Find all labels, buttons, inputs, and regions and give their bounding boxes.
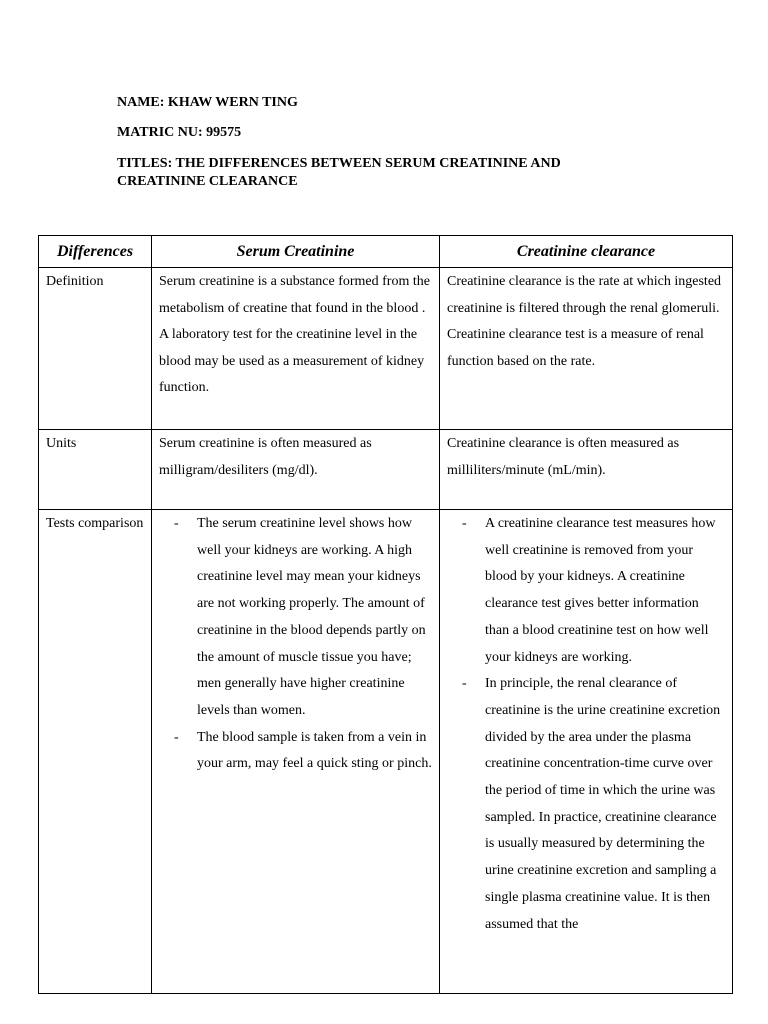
row-label-tests: Tests comparison bbox=[39, 510, 152, 994]
serum-bullet-item: - The serum creatinine level shows how well your kidneys are working. A high creatinine level may mean your kidneys are not working properly. The amount of creatinine in the blood depends partly on the amount of muscle tissue you have; men generally have higher creatinine levels than women. bbox=[197, 511, 432, 725]
clearance-bullet-list bbox=[447, 511, 725, 938]
table-header-row bbox=[39, 236, 733, 268]
table-row-definition bbox=[39, 268, 733, 430]
title-line-1: TITLES: THE DIFFERENCES BETWEEN SERUM CREATININE AND bbox=[117, 156, 561, 171]
clearance-bullet-item: - A creatinine clearance test measures how well creatinine is removed from your blood by your kidneys. A creatinine clearance test gives better information than a blood creatinine test on how well your kidneys are working. bbox=[485, 511, 725, 671]
row-label-units: Units bbox=[39, 430, 152, 510]
tests-clearance-cell bbox=[440, 510, 733, 994]
clearance-bullet-item: - In principle, the renal clearance of creatinine is the urine creatinine excretion divided by the area under the plasma creatinine concentration-time curve over the period of time in which the urine was sampled. In practice, creatinine clearance is usually measured by determining the urine creatinine excretion and sampling a single plasma creatinine value. It is then assumed that the bbox=[485, 671, 725, 938]
title-line-2: CREATININE CLEARANCE bbox=[117, 174, 298, 189]
tests-serum-cell bbox=[152, 510, 440, 994]
document-title bbox=[117, 155, 561, 191]
header-serum-creatinine: Serum Creatinine bbox=[152, 236, 440, 268]
comparison-table bbox=[38, 235, 733, 994]
row-label-definition: Definition bbox=[39, 268, 152, 430]
header-differences: Differences bbox=[39, 236, 152, 268]
definition-serum-cell: Serum creatinine is a substance formed from the metabolism of creatine that found in the blood . A laboratory test for the creatinine level in the blood may be used as a measurement of kidney function. bbox=[152, 268, 440, 430]
table-row-units bbox=[39, 430, 733, 510]
student-name: NAME: KHAW WERN TING bbox=[117, 95, 298, 110]
serum-bullet-list bbox=[159, 511, 432, 778]
serum-bullet-item: - The blood sample is taken from a vein in your arm, may feel a quick sting or pinch. bbox=[197, 725, 432, 778]
definition-clearance-cell: Creatinine clearance is the rate at which ingested creatinine is filtered through the renal glomeruli. Creatinine clearance test is a measure of renal function based on the rate. bbox=[440, 268, 733, 430]
units-clearance-cell: Creatinine clearance is often measured as milliliters/minute (mL/min). bbox=[440, 430, 733, 510]
header-creatinine-clearance: Creatinine clearance bbox=[440, 236, 733, 268]
units-serum-cell: Serum creatinine is often measured as milligram/desiliters (mg/dl). bbox=[152, 430, 440, 510]
matric-number: MATRIC NU: 99575 bbox=[117, 125, 242, 140]
table-row-tests bbox=[39, 510, 733, 994]
